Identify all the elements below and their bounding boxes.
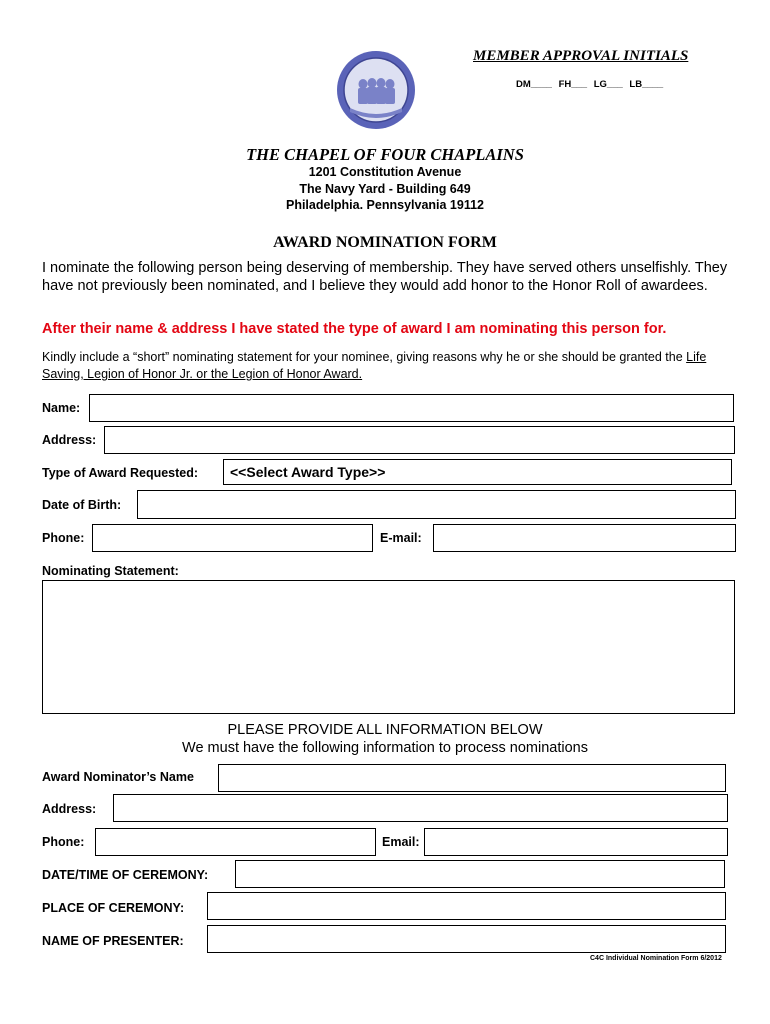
dob-label: Date of Birth:	[42, 498, 122, 512]
approval-initials	[516, 79, 667, 90]
initials-fh: FH___	[558, 79, 588, 90]
nominating-statement-label: Nominating Statement:	[42, 564, 179, 578]
dob-field[interactable]	[137, 490, 736, 519]
address-line-2: The Navy Yard - Building 649	[299, 182, 471, 196]
nominator-name-field[interactable]	[218, 764, 726, 792]
nominator-phone-label: Phone:	[42, 835, 85, 849]
nominee-name-field[interactable]	[89, 394, 734, 422]
provide-info-subheading: We must have the following information to process nominations	[182, 740, 588, 756]
nominee-name-label: Name:	[42, 401, 81, 415]
nominator-address-field[interactable]	[113, 794, 728, 822]
nominator-phone-field[interactable]	[95, 828, 376, 856]
chapel-seal-logo	[336, 50, 416, 130]
presenter-name-label: NAME OF PRESENTER:	[42, 934, 184, 948]
ceremony-datetime-field[interactable]	[235, 860, 725, 888]
address-line-3: Philadelphia. Pennsylvania 19112	[285, 198, 485, 212]
address-line-1: 1201 Constitution Avenue	[308, 165, 462, 179]
nominator-name-label: Award Nominator’s Name	[42, 770, 194, 784]
nominee-email-field[interactable]	[433, 524, 736, 552]
instructions-text: Kindly include a “short” nominating statement for your nominee, giving reasons why he or she should be granted the	[42, 350, 687, 364]
initials-lb: LB____	[629, 79, 664, 90]
intro-paragraph: I nominate the following person being deserving of membership. They have served others unselfishly. They have not previously been nominated, and I believe they would add honor to the Honor Roll of awardees.	[42, 260, 728, 294]
award-type-label: Type of Award Requested:	[42, 466, 199, 480]
initials-dm: DM____	[516, 79, 552, 90]
award-type-select[interactable]: <<Select Award Type>>	[223, 459, 732, 485]
nominator-email-label: Email:	[382, 835, 420, 849]
nominee-phone-label: Phone:	[42, 531, 85, 545]
nominating-statement-textarea[interactable]	[42, 580, 735, 714]
provide-info-heading: PLEASE PROVIDE ALL INFORMATION BELOW	[227, 722, 543, 738]
form-version-note: C4C Individual Nomination Form 6/2012	[590, 955, 722, 962]
statement-instructions	[42, 349, 742, 383]
nominee-email-label: E-mail:	[380, 531, 422, 545]
organization-name: THE CHAPEL OF FOUR CHAPLAINS	[246, 145, 524, 164]
nominee-address-field[interactable]	[104, 426, 735, 454]
ceremony-place-field[interactable]	[207, 892, 726, 920]
nominee-phone-field[interactable]	[92, 524, 373, 552]
nominator-email-field[interactable]	[424, 828, 728, 856]
form-title: AWARD NOMINATION FORM	[273, 234, 497, 251]
ceremony-place-label: PLACE OF CEREMONY:	[42, 901, 185, 915]
presenter-name-field[interactable]	[207, 925, 726, 953]
member-approval-title: MEMBER APPROVAL INITIALS	[473, 48, 689, 64]
initials-lg: LG___	[593, 79, 623, 90]
nominator-address-label: Address:	[42, 802, 97, 816]
ceremony-datetime-label: DATE/TIME OF CEREMONY:	[42, 868, 209, 882]
award-names-underlined: Life Saving, Legion of Honor Jr. or the Legion of Honor Award.	[42, 350, 707, 381]
nominee-address-label: Address:	[42, 433, 97, 447]
award-type-note: After their name & address I have stated the type of award I am nominating this person for.	[42, 321, 667, 337]
